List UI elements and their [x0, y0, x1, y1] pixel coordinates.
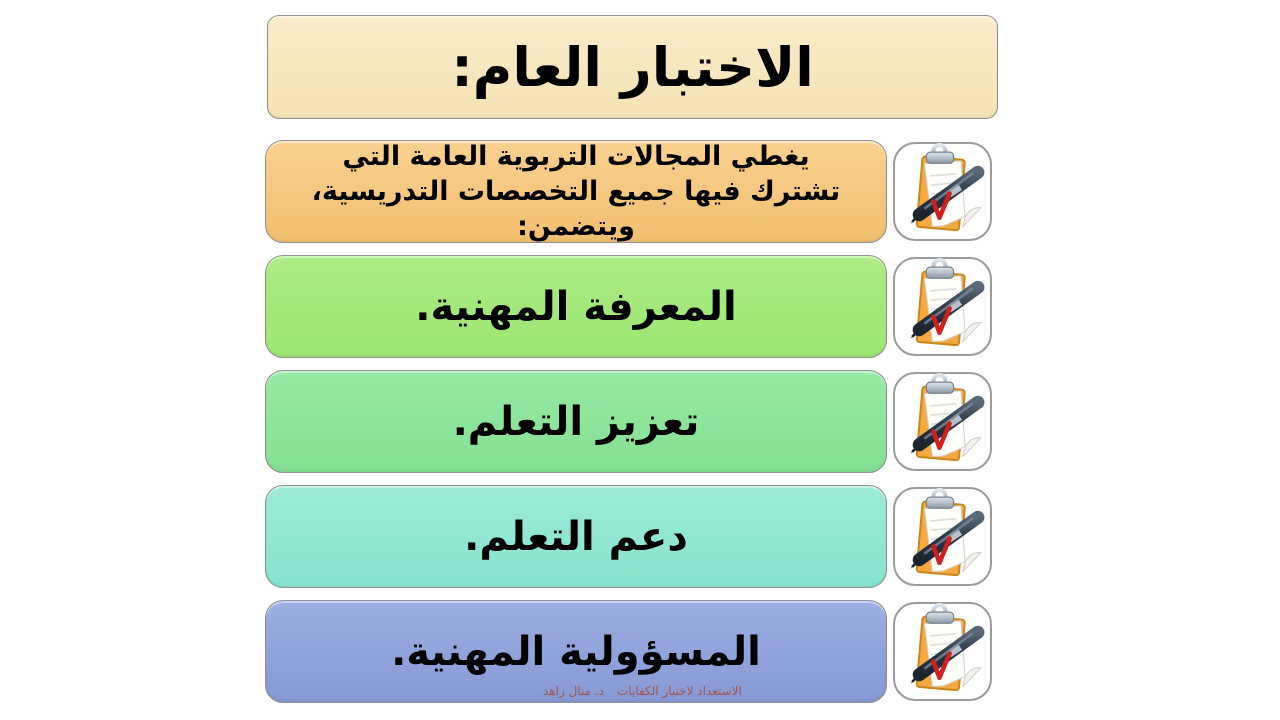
clipboard-pen-icon [892, 256, 993, 357]
footer-course-title: الاستعداد لاختبار الكفايات [617, 684, 742, 698]
clipboard-pen-icon [892, 486, 993, 587]
list-item-label: تعزيز التعلم. [452, 398, 700, 445]
clipboard-pen-icon [892, 601, 993, 702]
footer-author: د. منال زاهد [543, 684, 604, 698]
intro-text: يغطي المجالات التربوية العامة التي تشترك فيها جميع التخصصات التدريسية، ويتضمن: [311, 140, 841, 243]
clipboard-pen-icon [892, 141, 993, 242]
slide-title-box [267, 15, 998, 119]
list-item-label: دعم التعلم. [464, 513, 688, 560]
list-item-supporting-learning [265, 485, 887, 588]
intro-box [265, 140, 887, 243]
clipboard-pen-icon [892, 371, 993, 472]
list-item-label: المسؤولية المهنية. [391, 628, 761, 675]
list-item-label: المعرفة المهنية. [415, 283, 737, 330]
list-item-promoting-learning [265, 370, 887, 473]
list-item-professional-knowledge [265, 255, 887, 358]
slide-title: الاختبار العام: [451, 35, 814, 99]
